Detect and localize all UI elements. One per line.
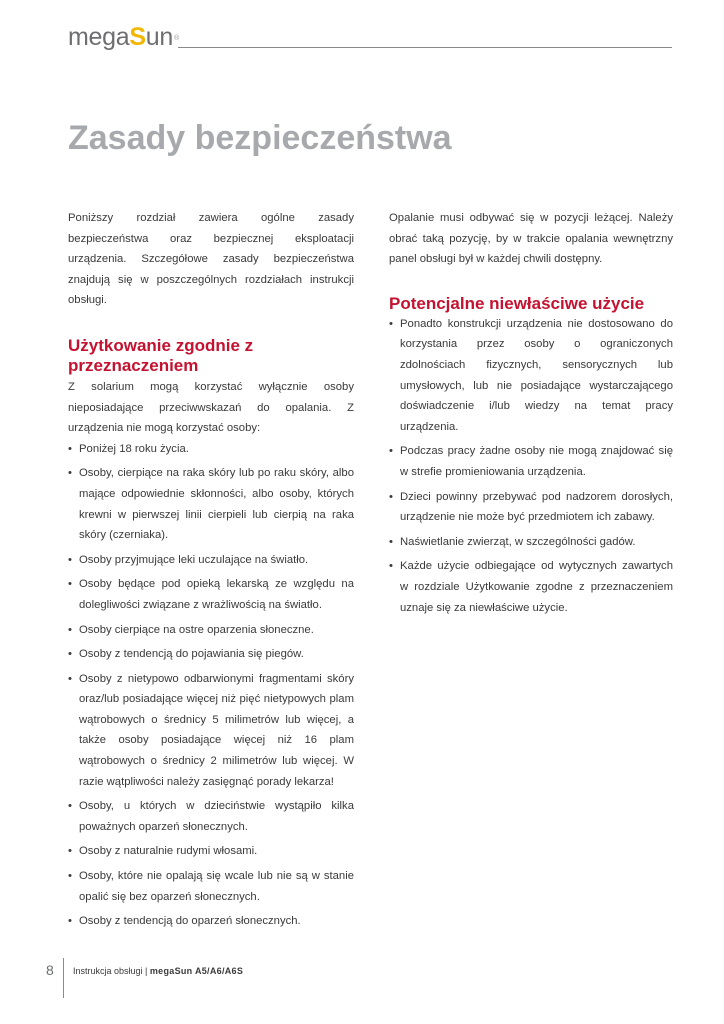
- list-item: [68, 620, 354, 641]
- bullet-icon: •: [68, 648, 72, 661]
- bullet-icon: •: [389, 560, 393, 573]
- bullet-icon: •: [68, 800, 72, 813]
- list-item-text: Poniżej 18 roku życia.: [79, 442, 189, 455]
- bullet-icon: •: [68, 442, 72, 455]
- bullet-icon: •: [68, 467, 72, 480]
- footer-model: megaSun A5/A6/A6S: [149, 966, 244, 976]
- footer-caption: [73, 966, 243, 976]
- bullet-icon: •: [389, 317, 393, 330]
- list-item: [68, 574, 354, 615]
- list-item: [68, 644, 354, 665]
- bullet-icon: •: [68, 623, 72, 636]
- list-item-text: Naświetlanie zwierząt, w szczególności gadów.: [400, 535, 636, 548]
- list-item: [389, 532, 673, 553]
- bullet-icon: •: [389, 535, 393, 548]
- list-item: [389, 441, 673, 482]
- list-item-text: Podczas pracy żadne osoby nie mogą znajdować się w strefie promieniowania urządzenia.: [400, 445, 673, 478]
- header-divider: [178, 47, 672, 48]
- registered-mark: ®: [173, 35, 179, 42]
- list-item-text: Osoby z tendencją do oparzeń słonecznych.: [79, 915, 301, 928]
- list-item-text: Każde użycie odbiegające od wytycznych zawartych w rozdziale Użytkowanie zgodne z przeznaczeniem uznaje się za niewłaściwe użycie.: [400, 560, 673, 614]
- bullet-icon: •: [68, 870, 72, 883]
- footer-divider: [63, 958, 64, 998]
- list-item: [389, 556, 673, 618]
- right-column: [389, 208, 673, 622]
- list-item-text: Osoby, które nie opalają się wcale lub nie są w stanie opalić się bez oparzeń słonecznych.: [79, 870, 354, 903]
- misuse-list: [389, 314, 673, 618]
- left-column: [68, 208, 354, 936]
- list-item: [68, 550, 354, 571]
- list-item-text: Ponadto konstrukcji urządzenia nie dostosowano do korzystania przez osoby o ograniczonych zdolnościach fizycznych, sensorycznych lub umysłowych, lub nie posiadające wystarczającego doświadczenie i/lub wiedzy na temat pracy urządzenia.: [400, 317, 673, 433]
- contraindications-list: [68, 439, 354, 932]
- bullet-icon: •: [68, 672, 72, 685]
- logo-highlight: S: [129, 23, 146, 51]
- list-item-text: Osoby z tendencją do pojawiania się piegów.: [79, 648, 304, 661]
- list-item-text: Osoby, u których w dzieciństwie wystąpiło kilka poważnych oparzeń słonecznych.: [79, 800, 354, 833]
- list-item: [68, 866, 354, 907]
- list-item: [68, 669, 354, 793]
- megasun-logo: [68, 22, 178, 52]
- list-item-text: Osoby z nietypowo odbarwionymi fragmentami skóry oraz/lub posiadające więcej niż pięć nietypowych plam wątrobowych o średnicy 5 milimetrów lub więcej, a także osoby posiadające więcej niż 16 plam wątrobowych o średnicy 2 milimetrów lub więcej. W razie wątpliwości należy zasięgnąć porady lekarza!: [79, 672, 354, 788]
- bullet-icon: •: [68, 845, 72, 858]
- list-item-text: Osoby będące pod opieką lekarską ze względu na dolegliwości związane z wrażliwością na światło.: [79, 578, 354, 611]
- logo-suffix: un: [145, 23, 173, 51]
- page-number: 8: [46, 962, 54, 978]
- intro-paragraph: Opalanie musi odbywać się w pozycji leżącej. Należy obrać taką pozycję, by w trakcie opalania wewnętrzny panel obsługi był w każdej chwili dostępny.: [389, 212, 673, 266]
- list-item: [389, 487, 673, 528]
- list-item-text: Osoby przyjmujące leki uczulające na światło.: [79, 553, 309, 566]
- list-item: [68, 439, 354, 460]
- list-item: [68, 463, 354, 545]
- list-item-text: Osoby, cierpiące na raka skóry lub po raku skóry, albo mające odpowiednie skłonności, albo osoby, których krewni w pierwszej linii cierpieli lub cierpią na raka skóry (czerniaka).: [79, 467, 354, 542]
- page-title: Zasady bezpieczeństwa: [68, 119, 452, 157]
- list-item-text: Osoby z naturalnie rudymi włosami.: [79, 845, 258, 858]
- list-item: [389, 314, 673, 438]
- bullet-icon: •: [68, 915, 72, 928]
- intro-paragraph: Poniższy rozdział zawiera ogólne zasady bezpieczeństwa oraz bezpiecznej eksploatacji urządzenia. Szczegółowe zasady bezpieczeństwa znajdują się w poszczególnych rozdziałach instrukcji obsługi.: [68, 212, 354, 307]
- bullet-icon: •: [389, 490, 393, 503]
- bullet-icon: •: [68, 578, 72, 591]
- section-heading-misuse: Potencjalne niewłaściwe użycie: [389, 293, 645, 313]
- list-item-text: Dzieci powinny przebywać pod nadzorem dorosłych, urządzenie nie może być przedmiotem ich zabawy.: [400, 490, 673, 524]
- logo-prefix: mega: [68, 23, 130, 51]
- section-paragraph: Z solarium mogą korzystać wyłącznie osoby nieposiadające przeciwwskazań do opalania. Z urządzenia nie mogą korzystać osoby:: [68, 380, 354, 435]
- list-item-text: Osoby cierpiące na ostre oparzenia słoneczne.: [79, 623, 314, 636]
- bullet-icon: •: [68, 553, 72, 566]
- bullet-icon: •: [389, 445, 393, 458]
- footer-label: Instrukcja obsługi |: [73, 966, 150, 976]
- section-heading-intended-use: Użytkowanie zgodnie z przeznaczeniem: [68, 335, 254, 375]
- list-item: [68, 841, 354, 862]
- list-item: [68, 796, 354, 837]
- list-item: [68, 911, 354, 932]
